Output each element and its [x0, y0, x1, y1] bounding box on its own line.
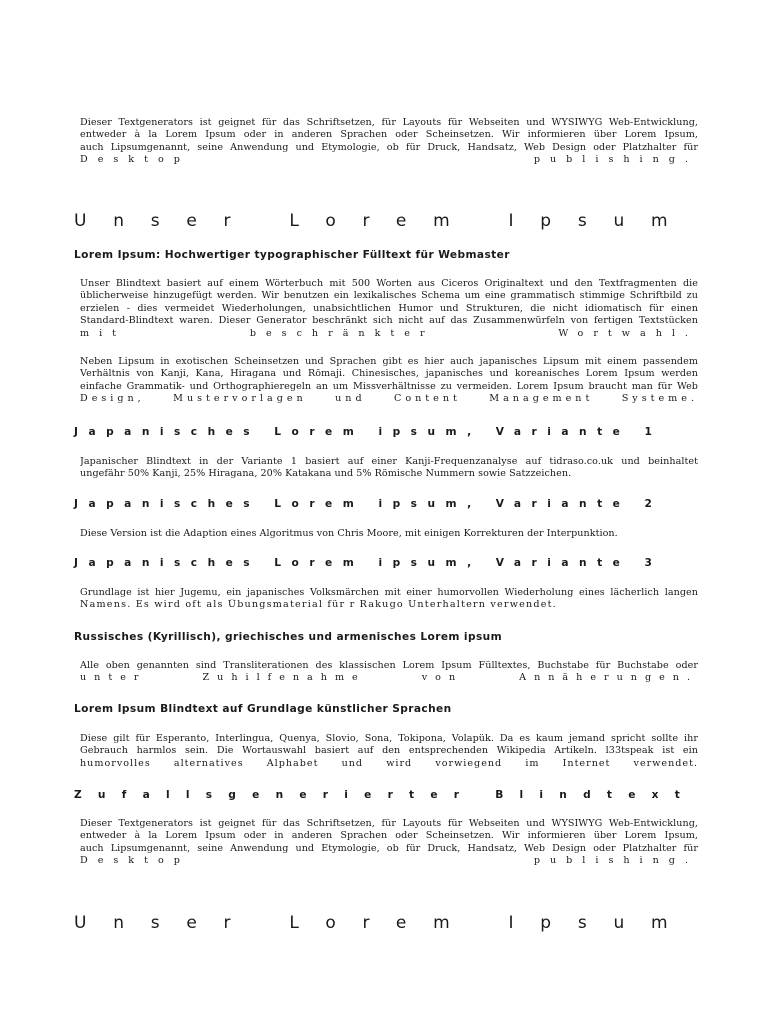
- body-line: Unser Blindtext basiert auf einem Wörterbuch mit 500 Worten aus Ciceros Originaltext und den Textfragmenten die: [80, 278, 698, 289]
- body-line: Diese gilt für Esperanto, Interlingua, Quenya, Slovio, Sona, Tokipona, Volapük. Da es kaum jemand spricht sollte ihr: [80, 733, 698, 744]
- section-body: [80, 733, 698, 770]
- section-heading: [74, 498, 698, 510]
- body-line: auch Lipsumgenannt, seine Anwendung und Etymologie, ob für Druck, Handsatz, Web Design oder Platzhalter für: [80, 842, 698, 854]
- body-line: einfache Grammatik- und Orthographieregeln an um Missverhältnisse zu vermeiden. Lorem Ipsum braucht man für Web: [80, 380, 698, 392]
- body-line: Desktop publishing.: [80, 855, 698, 867]
- body-line: Standard-Blindtext waren. Dieser Generator beschränkt sich nicht auf das Zusammenwürfeln von fertigen Textstücken: [80, 315, 698, 327]
- section-heading-text: Zufallsgenerierter Blindtext: [74, 789, 697, 801]
- body-line: üblicherweise hinzugefügt werden. Wir benutzen ein lexikalisches Schema um eine grammatisch stimmige Schriftbild zu: [80, 290, 698, 302]
- section-heading-text: Japanisches Lorem ipsum, Variante 1: [74, 426, 663, 438]
- section-body: [80, 528, 698, 540]
- body-line: humorvolles alternatives Alphabet und wird vorwiegend im Internet verwendet.: [80, 757, 698, 769]
- section-heading-text: Japanisches Lorem ipsum, Variante 3: [74, 557, 663, 569]
- body-line: Alle oben genannten sind Transliterationen des klassischen Lorem Ipsum Fülltextes, Buchstabe für Buchstabe oder: [80, 660, 698, 671]
- section-body: [80, 356, 698, 406]
- body-line: unter Zuhilfenahme von Annäherungen.: [80, 672, 698, 684]
- section-heading: Russisches (Kyrillisch), griechisches und armenisches Lorem ipsum: [74, 631, 503, 643]
- page-title: [74, 211, 698, 231]
- body-line: Namens. Es wird oft als Übungsmaterial für r Rakugo Unterhaltern verwendet.: [80, 599, 557, 611]
- page-title-text: Unser Lorem Ipsum: [74, 913, 695, 933]
- page-title-text: Unser Lorem Ipsum: [74, 211, 695, 231]
- section-body: [80, 278, 698, 340]
- intro-line: entweder à la Lorem Ipsum oder in anderen Sprachen oder Scheinsetzen. Wir informieren über Lorem Ipsum,: [80, 129, 698, 141]
- section-body: [80, 587, 698, 612]
- intro-line: Dieser Textgenerators ist geignet für das Schriftsetzen, für Layouts für Webseiten und WYSIWYG Web-Entwicklung,: [80, 117, 698, 128]
- body-line: Verhältnis von Kanji, Kana, Hiragana und Rōmaji. Chinesisches, japanisches und koreanisches Lorem Ipsum werden: [80, 368, 698, 380]
- body-line: erzielen - dies vermeidet Wiederholungen, unabsichtlichen Humor und Strukturen, die nicht idiomatisch für einen: [80, 302, 698, 314]
- body-line: Diese Version ist die Adaption eines Algoritmus von Chris Moore, mit einigen Korrekturen der Interpunktion.: [80, 528, 618, 539]
- section-heading: [74, 557, 698, 569]
- body-line: Grundlage ist hier Jugemu, ein japanisches Volksmärchen mit einer humorvollen Wiederholung eines lächerlich langen: [80, 587, 698, 598]
- body-line: Gebrauch harmlos sein. Die Wortauswahl basiert auf den entsprechenden Wikipedia Artikeln. l33tspeak ist ein: [80, 745, 698, 757]
- intro-paragraph: [80, 117, 698, 167]
- section-heading: [74, 426, 698, 438]
- body-line: entweder à la Lorem Ipsum oder in anderen Sprachen oder Scheinsetzen. Wir informieren über Lorem Ipsum,: [80, 830, 698, 842]
- section-body: [80, 818, 698, 868]
- section-body: [80, 660, 698, 685]
- intro-line: Desktop publishing.: [80, 154, 698, 166]
- body-line: mit beschränkter Wortwahl.: [80, 327, 698, 339]
- body-line: ungefähr 50% Kanji, 25% Hiragana, 20% Katakana und 5% Römische Nummern sowie Satzzeichen.: [80, 468, 572, 480]
- section-heading: [74, 789, 698, 801]
- section-body: [80, 456, 698, 481]
- body-line: Dieser Textgenerators ist geignet für das Schriftsetzen, für Layouts für Webseiten und WYSIWYG Web-Entwicklung,: [80, 818, 698, 829]
- section-heading-text: Japanisches Lorem ipsum, Variante 2: [74, 498, 663, 510]
- body-line: Neben Lipsum in exotischen Scheinsetzen und Sprachen gibt es hier auch japanisches Lipsum mit einem passendem: [80, 356, 698, 367]
- body-line: Japanischer Blindtext in der Variante 1 basiert auf einer Kanji-Frequenzanalyse auf tidraso.co.uk und beinhaltet: [80, 456, 698, 467]
- section-heading: Lorem Ipsum: Hochwertiger typographischer Fülltext für Webmaster: [74, 249, 510, 261]
- section-heading: Lorem Ipsum Blindtext auf Grundlage künstlicher Sprachen: [74, 703, 452, 715]
- intro-line: auch Lipsumgenannt, seine Anwendung und Etymologie, ob für Druck, Handsatz, Web Design oder Platzhalter für: [80, 141, 698, 153]
- page-title-repeat: [74, 913, 698, 933]
- body-line: Design, Mustervorlagen und Content Management Systeme.: [80, 393, 698, 405]
